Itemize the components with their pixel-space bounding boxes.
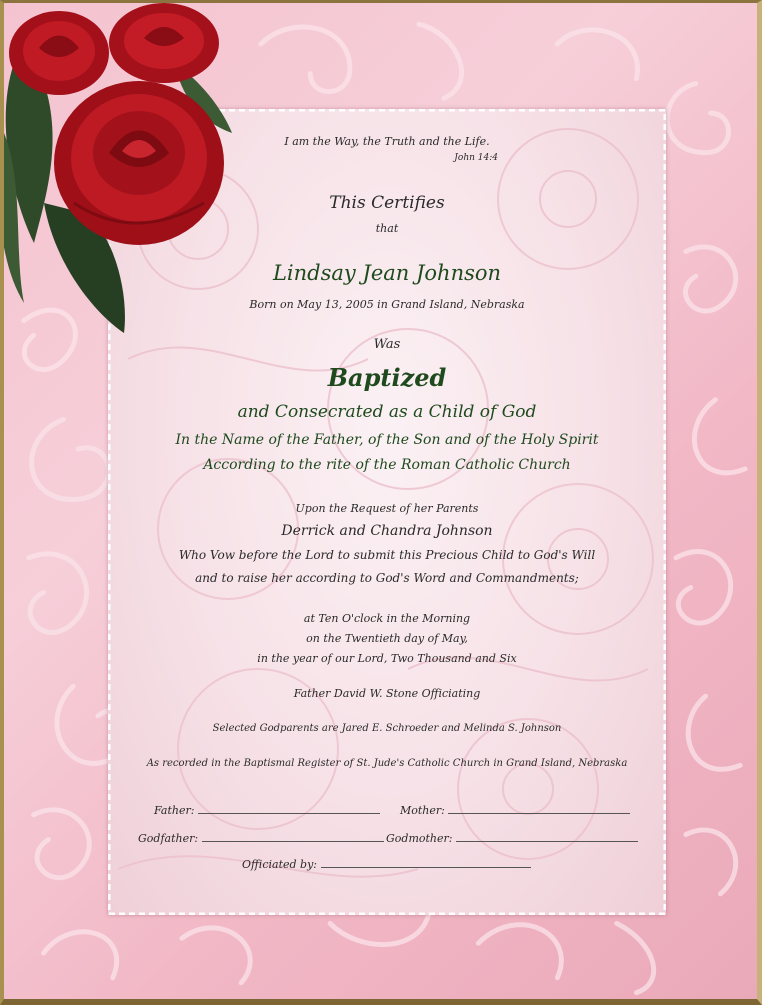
register-text: As recorded in the Baptismal Register of St. Jude's Catholic Church in Grand Island, Nebraska (146, 758, 628, 769)
parents-names: Derrick and Chandra Johnson (281, 523, 493, 539)
rose-icon (54, 81, 224, 245)
rose-icon (9, 11, 109, 95)
roses-decoration (4, 3, 244, 343)
father-signature (154, 803, 380, 817)
officiated-by-signature (242, 857, 531, 871)
godfather-signature (138, 831, 384, 845)
baptized-heading: Baptized (327, 363, 447, 392)
time-line-3: in the year of our Lord, Two Thousand and Six (257, 652, 517, 665)
was-text: Was (373, 337, 401, 352)
child-name: Lindsay Jean Johnson (272, 261, 502, 285)
godmother-signature (386, 831, 638, 845)
verse-reference: John 14:4 (454, 153, 498, 163)
godfather-signature-line (202, 831, 384, 842)
request-text: Upon the Request of her Parents (295, 502, 479, 515)
verse-text: I am the Way, the Truth and the Life. (284, 135, 490, 148)
officiated-by-label: Officiated by: (242, 858, 317, 871)
vow-line-2: and to raise her according to God's Word and Commandments; (195, 571, 579, 585)
time-line-2: on the Twentieth day of May, (306, 632, 468, 645)
birth-info: Born on May 13, 2005 in Grand Island, Nebraska (249, 298, 525, 311)
father-signature-line (198, 803, 380, 814)
rite-text: According to the rite of the Roman Catholic Church (203, 457, 571, 473)
godfather-label: Godfather: (138, 832, 199, 845)
mother-signature (400, 803, 630, 817)
trinity-text: In the Name of the Father, of the Son and of the Holy Spirit (175, 432, 599, 448)
officiated-by-signature-line (321, 857, 531, 868)
mother-signature-line (448, 803, 630, 814)
godmother-label: Godmother: (386, 832, 453, 845)
consecrated-text: and Consecrated as a Child of God (237, 402, 537, 422)
rose-icon (109, 3, 219, 83)
mother-label: Mother: (400, 804, 445, 817)
officiating-text: Father David W. Stone Officiating (293, 687, 481, 700)
father-label: Father: (154, 804, 195, 817)
godmother-signature-line (456, 831, 638, 842)
vow-line-1: Who Vow before the Lord to submit this Precious Child to God's Will (178, 548, 596, 562)
that-text: that (375, 222, 399, 235)
time-line-1: at Ten O'clock in the Morning (303, 612, 471, 625)
godparents-text: Selected Godparents are Jared E. Schroeder and Melinda S. Johnson (212, 723, 562, 734)
certifies-heading: This Certifies (329, 193, 445, 213)
